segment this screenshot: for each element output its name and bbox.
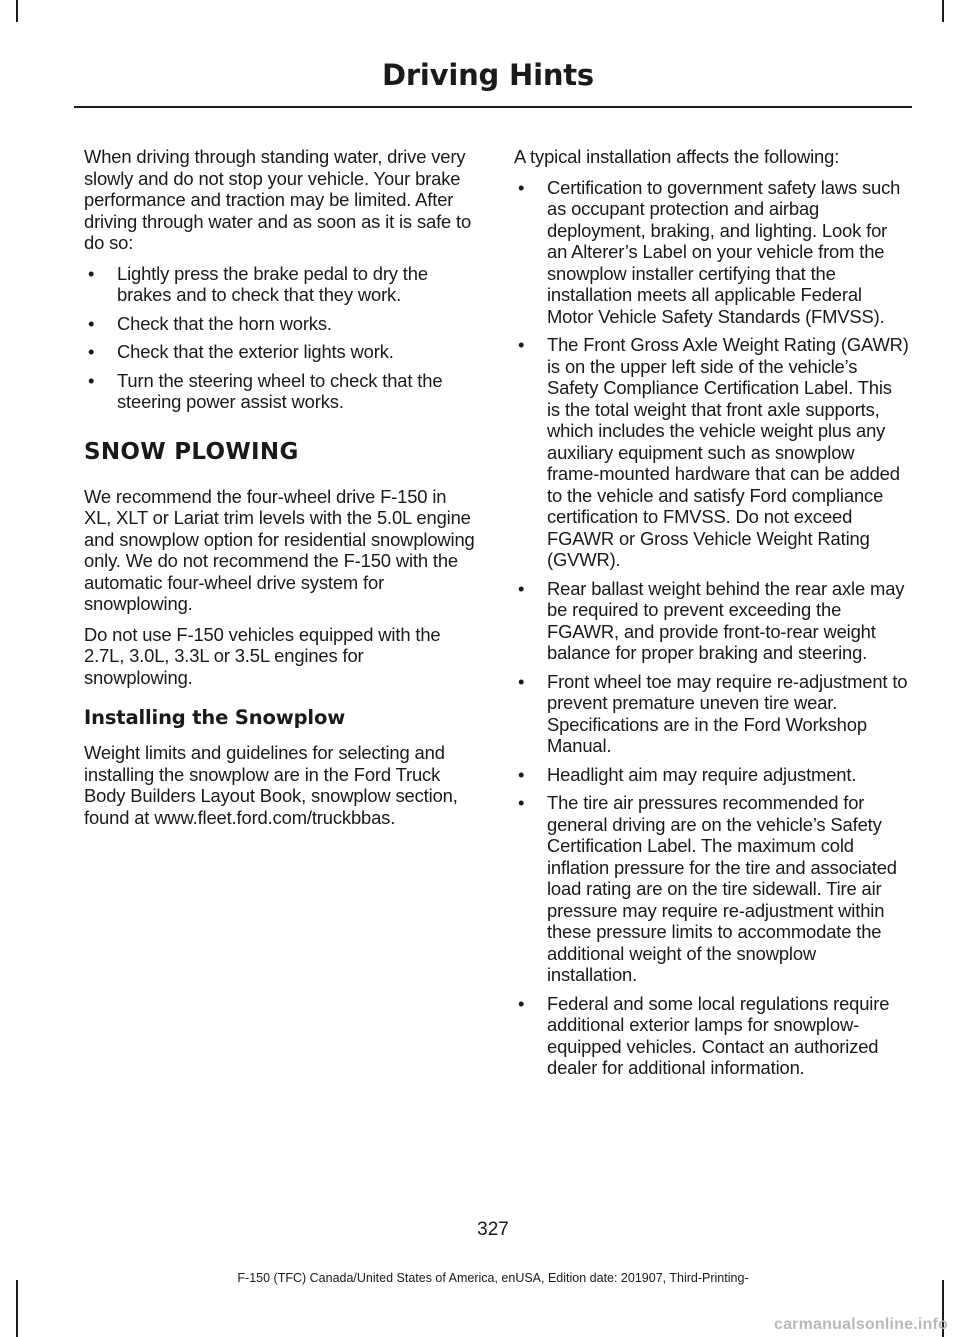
page-number: 327: [477, 1219, 509, 1240]
crop-mark-bottom-left: [16, 1280, 18, 1337]
list-item-text: Turn the steering wheel to check that the steering power assist works.: [117, 369, 443, 412]
bullet-glyph: •: [518, 176, 525, 198]
snow-plowing-heading: SNOW PLOWING: [84, 438, 299, 465]
bullet-glyph: •: [518, 792, 525, 813]
watermark: carmanualsonline.info: [773, 1316, 948, 1333]
list-item-text: The Front Gross Axle Weight Rating (GAWR) is on the upper left side of the vehicle’s Safety Compliance Certification Label. This is the total weight that front axle supports, which includes the vehicle weight plus any auxiliary equipment such as snowplow frame-mounted hardware that can be added to the vehicle and satisfy Ford compliance certification to FMVSS. Do not exceed FGAWR or Gross Vehicle Weight Rating (GVWR).: [547, 334, 909, 570]
section-title: Driving Hints: [381, 58, 594, 92]
list-item: [84, 370, 476, 413]
list-item: [514, 764, 909, 786]
snow-plowing-recommendation-paragraph: We recommend the four-wheel drive F-150 in XL, XLT or Lariat trim levels with the 5.0L engine and snowplow option for residential snowplowing only. We do not recommend the F-150 with the automatic four-wheel drive system for snowplowing.: [84, 485, 475, 614]
bullet-glyph: •: [518, 763, 525, 785]
right-column: [514, 146, 909, 1088]
crop-mark-top-left: [16, 0, 18, 22]
bullet-glyph: •: [518, 992, 525, 1014]
bullet-glyph: •: [518, 670, 525, 692]
edition-footer: F-150 (TFC) Canada/United States of America, enUSA, Edition date: 201907, Third-Printing-: [237, 1271, 749, 1285]
list-item-text: Rear ballast weight behind the rear axle may be required to prevent exceeding the FGAWR, and provide front-to-rear weight balance for proper braking and steering.: [547, 577, 905, 663]
list-item-text: Certification to government safety laws such as occupant protection and airbag deployment, braking, and lighting. Look for an Alterer’s Label on your vehicle from the snowplow installer certifying that the installation meets all applicable Federal Motor Vehicle Safety Standards (FMVSS).: [547, 176, 901, 327]
list-item: [84, 263, 476, 306]
header-rule: [74, 106, 912, 108]
list-item-text: Headlight aim may require adjustment.: [547, 763, 857, 785]
bullet-glyph: •: [88, 262, 95, 284]
list-item: [514, 993, 909, 1079]
bullet-glyph: •: [518, 334, 525, 355]
list-item: [514, 792, 909, 986]
list-item-text: The tire air pressures recommended for general driving are on the vehicle’s Safety Certification Label. The maximum cold inflation pressure for the tire and associated load rating are on the tire sidewall. Tire air pressure may require re-adjustment within these pressure limits to accommodate the additional weight of the snowplow installation.: [547, 792, 897, 985]
crop-mark-top-right: [942, 0, 944, 22]
list-item: [514, 671, 909, 757]
list-item: [84, 341, 476, 363]
list-item: [84, 313, 476, 335]
list-item: [514, 578, 909, 664]
list-item: [514, 177, 909, 328]
installing-snowplow-heading: Installing the Snowplow: [84, 706, 346, 729]
standing-water-checklist: [84, 263, 476, 413]
list-item: [514, 334, 909, 571]
list-item-text: Lightly press the brake pedal to dry the brakes and to check that they work.: [117, 262, 428, 305]
bullet-glyph: •: [518, 577, 525, 599]
list-item-text: Federal and some local regulations require additional exterior lamps for snowplow-equipped vehicles. Contact an authorized dealer for additional information.: [547, 992, 890, 1078]
installing-snowplow-paragraph: Weight limits and guidelines for selecting and installing the snowplow are in the Ford Truck Body Builders Layout Book, snowplow section, found at www.fleet.ford.com/truckbbas.: [84, 742, 458, 828]
bullet-glyph: •: [88, 341, 95, 362]
bullet-glyph: •: [88, 369, 95, 391]
snow-plowing-engine-warning-paragraph: Do not use F-150 vehicles equipped with the 2.7L, 3.0L, 3.3L or 3.5L engines for snowplowing.: [84, 623, 441, 688]
standing-water-paragraph: When driving through standing water, drive very slowly and do not stop your vehicle. Your brake performance and traction may be limited. After driving through water and as soon as it is safe to do so:: [84, 146, 472, 253]
list-item-text: Front wheel toe may require re-adjustment to prevent premature uneven tire wear. Specifications are in the Ford Workshop Manual.: [547, 670, 908, 756]
installation-effects-list: [514, 177, 909, 1079]
installation-effects-intro: A typical installation affects the following:: [514, 146, 840, 167]
list-item-text: Check that the exterior lights work.: [117, 341, 394, 362]
left-column: [84, 146, 476, 837]
bullet-glyph: •: [88, 312, 95, 334]
list-item-text: Check that the horn works.: [117, 312, 332, 334]
